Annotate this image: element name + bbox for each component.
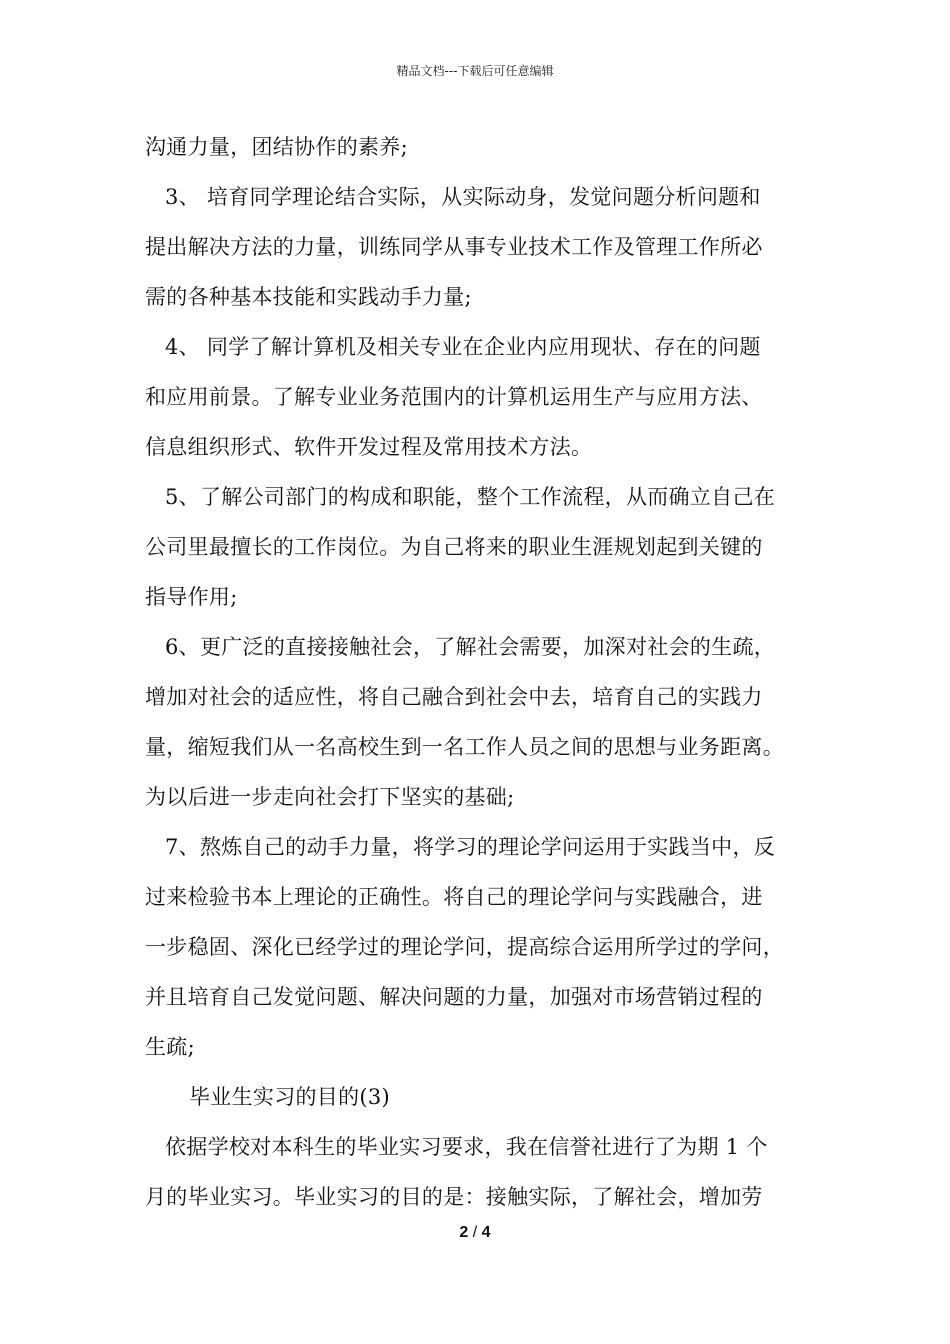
body-line: 公司里最擅长的工作岗位。为自己将来的职业生涯规划起到关键的 (145, 535, 763, 559)
list-item-6: 6、更广泛的直接接触社会，了解社会需要，加深对社会的生疏， (165, 635, 776, 659)
page-separator: / (468, 1224, 482, 1241)
page-number (0, 1224, 950, 1242)
body-line: 并且培育自己发觉问题、解决问题的力量，加强对市场营销过程的 (145, 985, 763, 1009)
body-line: 沟通力量，团结协作的素养; (145, 135, 408, 159)
body-line: 需的各种基本技能和实践动手力量; (145, 285, 472, 309)
body-line: 信息组织形式、软件开发过程及常用技术方法。 (145, 435, 593, 459)
body-line: 指导作用; (145, 585, 238, 609)
document-body (145, 122, 815, 1222)
list-item-7: 7、熬炼自己的动手力量，将学习的理论学问运用于实践当中，反 (165, 835, 776, 859)
section-heading: 毕业生实习的目的(3) (189, 1085, 391, 1109)
body-line: 增加对社会的适应性，将自己融合到社会中去，培育自己的实践力 (145, 685, 763, 709)
body-line: 一步稳固、深化已经学过的理论学问，提高综合运用所学过的学问， (145, 935, 784, 959)
body-line: 过来检验书本上理论的正确性。将自己的理论学问与实践融合，进 (145, 885, 763, 909)
body-line: 月的毕业实习。毕业实习的目的是：接触实际，了解社会，增加劳 (145, 1185, 763, 1209)
current-page: 2 (459, 1224, 469, 1241)
body-line: 和应用前景。了解专业业务范围内的计算机运用生产与应用方法、 (145, 385, 763, 409)
body-line: 量，缩短我们从一名高校生到一名工作人员之间的思想与业务距离。 (145, 735, 784, 759)
paragraph-start: 依据学校对本科生的毕业实习要求，我在信誉社进行了为期 1 个 (165, 1135, 768, 1159)
list-item-5: 5、了解公司部门的构成和职能，整个工作流程，从而确立自己在 (165, 485, 776, 509)
list-item-4: 4、 同学了解计算机及相关专业在企业内应用现状、存在的问题 (165, 335, 761, 359)
body-line: 生疏; (145, 1035, 195, 1059)
body-line: 提出解决方法的力量，训练同学从事专业技术工作及管理工作所必 (145, 235, 763, 259)
total-pages: 4 (481, 1224, 491, 1241)
page-header: 精品文档---下载后可任意编辑 (396, 64, 554, 78)
body-line: 为以后进一步走向社会打下坚实的基础; (145, 785, 515, 809)
list-item-3: 3、 培育同学理论结合实际，从实际动身，发觉问题分析问题和 (165, 185, 761, 209)
